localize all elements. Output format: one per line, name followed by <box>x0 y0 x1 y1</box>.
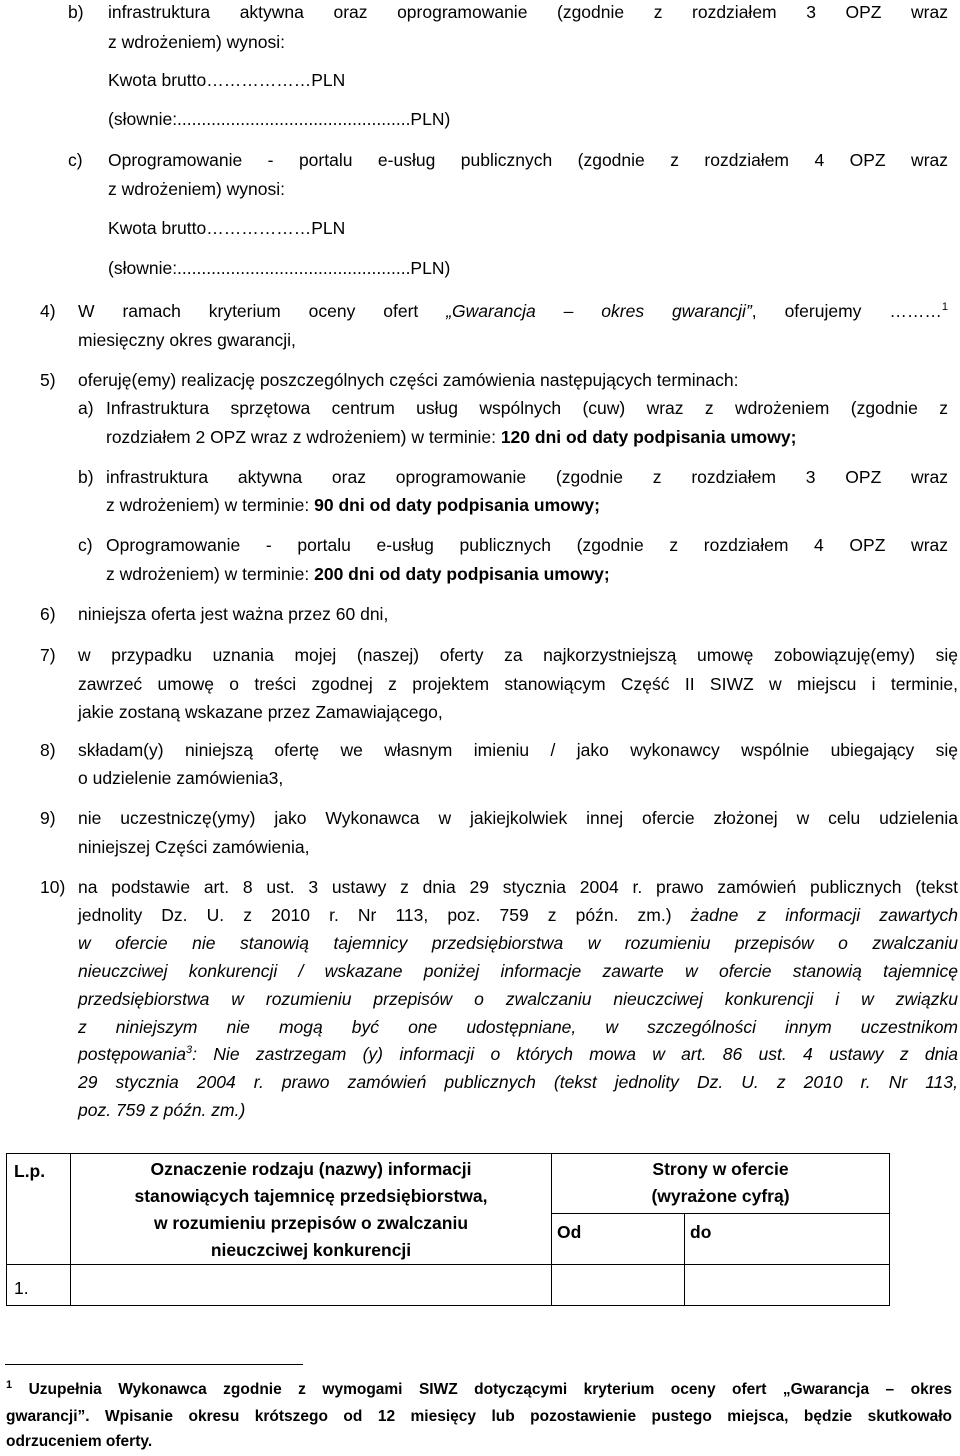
item-text: z wdrożeniem) w terminie: 200 dni od daty podpisania umowy; <box>106 564 610 584</box>
footnote-text: odrzuceniem oferty. <box>6 1433 153 1450</box>
item-label: c) <box>68 150 83 170</box>
paragraph-text: postępowania$^3$: Nie zastrzegam (y) informacji o których mowa w art. 86 ust. 4 ustawy z dnia <box>78 1044 958 1064</box>
paragraph-text: W ramach kryterium oceny ofert „Gwarancja – okres gwarancji”, oferujemy ………$^1$ <box>78 301 948 321</box>
amount-words-field[interactable]: (słownie:................................................PLN) <box>108 109 451 129</box>
paragraph-text: przedsiębiorstwa w rozumieniu przepisów o zwalczaniu nieuczciwej konkurencji i w związku <box>78 989 958 1009</box>
item-text: Oprogramowanie - portalu e-usług publicznych (zgodnie z rozdziałem 4 OPZ wraz <box>108 150 948 170</box>
item-text: Oprogramowanie - portalu e-usług publicznych (zgodnie z rozdziałem 4 OPZ wraz <box>106 535 948 555</box>
paragraph-text: zawrzeć umowę o treści zgodnej z projektem stanowiącym Część II SIWZ w miejscu i terminie, <box>78 674 958 694</box>
paragraph-number: 10) <box>40 877 66 897</box>
footnote-text: $^1$ Uzupełnia Wykonawca zgodnie z wymogami SIWZ dotyczącymi kryterium oceny ofert „Gwarancja – okres <box>6 1378 952 1398</box>
paragraph-text: nie uczestniczę(ymy) jako Wykonawca w jakiejkolwiek innej ofercie złożonej w celu udzielenia <box>78 808 958 828</box>
amount-gross-field[interactable]: Kwota brutto………………PLN <box>108 218 346 238</box>
item-text: rozdziałem 2 OPZ wraz z wdrożeniem) w terminie: 120 dni od daty podpisania umowy; <box>106 427 797 447</box>
trade-secret-table <box>6 1153 890 1306</box>
item-text: z wdrożeniem) wynosi: <box>108 179 285 199</box>
paragraph-text: w przypadku uznania mojej (naszej) oferty za najkorzystniejszą umowę zobowiązuję(emy) się <box>78 645 958 665</box>
table-header-pages: Strony w ofercie (wyrażone cyfrą) <box>552 1154 890 1214</box>
paragraph-text: składam(y) niniejszą ofertę we własnym imieniu / jako wykonawcy wspólnie ubiegający się <box>78 740 958 760</box>
paragraph-text: oferuję(emy) realizację poszczególnych części zamówienia następujących terminach: <box>78 370 739 390</box>
item-text: infrastruktura aktywna oraz oprogramowanie (zgodnie z rozdziałem 3 OPZ wraz <box>108 2 948 22</box>
paragraph-text: miesięczny okres gwarancji, <box>78 330 296 350</box>
footnote-ref: 1 <box>941 301 948 314</box>
item-label: b) <box>68 2 84 22</box>
paragraph-text: niniejszej Części zamówienia, <box>78 837 310 857</box>
item-text: infrastruktura aktywna oraz oprogramowanie (zgodnie z rozdziałem 3 OPZ wraz <box>106 467 948 487</box>
table-cell-from[interactable] <box>552 1265 685 1306</box>
paragraph-text: o udzielenie zamówienia3, <box>78 768 284 788</box>
item-text: Infrastruktura sprzętowa centrum usług wspólnych (cuw) wraz z wdrożeniem (zgodnie z <box>106 398 948 418</box>
paragraph-number: 9) <box>40 808 56 828</box>
table-header-description: Oznaczenie rodzaju (nazwy) informacji stanowiących tajemnicę przedsiębiorstwa, w rozumieniu przepisów o zwalczaniu nieuczciwej konkurencji <box>71 1154 552 1265</box>
footnote-text: gwarancji”. Wpisanie okresu krótszego od 12 miesięcy lub pozostawienie pustego miejsca, będzie skutkowało <box>6 1408 952 1425</box>
table-row <box>7 1265 890 1306</box>
paragraph-text: jakie zostaną wskazane przez Zamawiającego, <box>78 702 443 722</box>
table-header-lp: L.p. <box>7 1154 71 1265</box>
table-cell-to[interactable] <box>685 1265 890 1306</box>
paragraph-number: 6) <box>40 604 56 624</box>
table-cell-lp: 1. <box>7 1265 71 1306</box>
paragraph-text: jednolity Dz. U. z 2010 r. Nr 113, poz. 759 z późn. zm.) żadne z informacji zawartych <box>78 905 959 925</box>
paragraph-number: 5) <box>40 370 56 390</box>
table-cell-description[interactable] <box>71 1265 552 1306</box>
paragraph-text: poz. 759 z późn. zm.) <box>78 1100 246 1120</box>
paragraph-text: niniejsza oferta jest ważna przez 60 dni, <box>78 604 389 624</box>
item-text: z wdrożeniem) wynosi: <box>108 32 285 52</box>
paragraph-number: 8) <box>40 740 56 760</box>
amount-words-field[interactable]: (słownie:................................................PLN) <box>108 258 451 278</box>
item-label: a) <box>78 398 94 418</box>
paragraph-text: nieuczciwej konkurencji / wskazane poniżej informacje zawarte w ofercie stanowią tajemnicę <box>78 961 958 981</box>
paragraph-text: 29 stycznia 2004 r. prawo zamówień publicznych (tekst jednolity Dz. U. z 2010 r. Nr 113, <box>78 1072 958 1092</box>
warranty-months-field[interactable]: , oferujemy ……… <box>751 301 942 321</box>
paragraph-text: z niniejszym nie mogą być one udostępniane, w szczególności innym uczestnikom <box>78 1017 958 1037</box>
table-header-from: Od <box>552 1213 685 1264</box>
amount-gross-field[interactable]: Kwota brutto………………PLN <box>108 70 346 90</box>
item-text: z wdrożeniem) w terminie: 90 dni od daty podpisania umowy; <box>106 495 600 515</box>
item-label: b) <box>78 467 94 487</box>
paragraph-text: w ofercie nie stanowią tajemnicy przedsiębiorstwa w rozumieniu przepisów o zwalczaniu <box>78 933 958 953</box>
paragraph-number: 7) <box>40 645 56 665</box>
footnote-separator <box>5 1364 303 1365</box>
table-header-to: do <box>685 1213 890 1264</box>
paragraph-text: na podstawie art. 8 ust. 3 ustawy z dnia 29 stycznia 2004 r. prawo zamówień publicznych (tekst <box>78 877 958 897</box>
criterion-name: „Gwarancja – okres gwarancji” <box>446 301 752 321</box>
paragraph-number: 4) <box>40 301 56 321</box>
item-label: c) <box>78 535 93 555</box>
